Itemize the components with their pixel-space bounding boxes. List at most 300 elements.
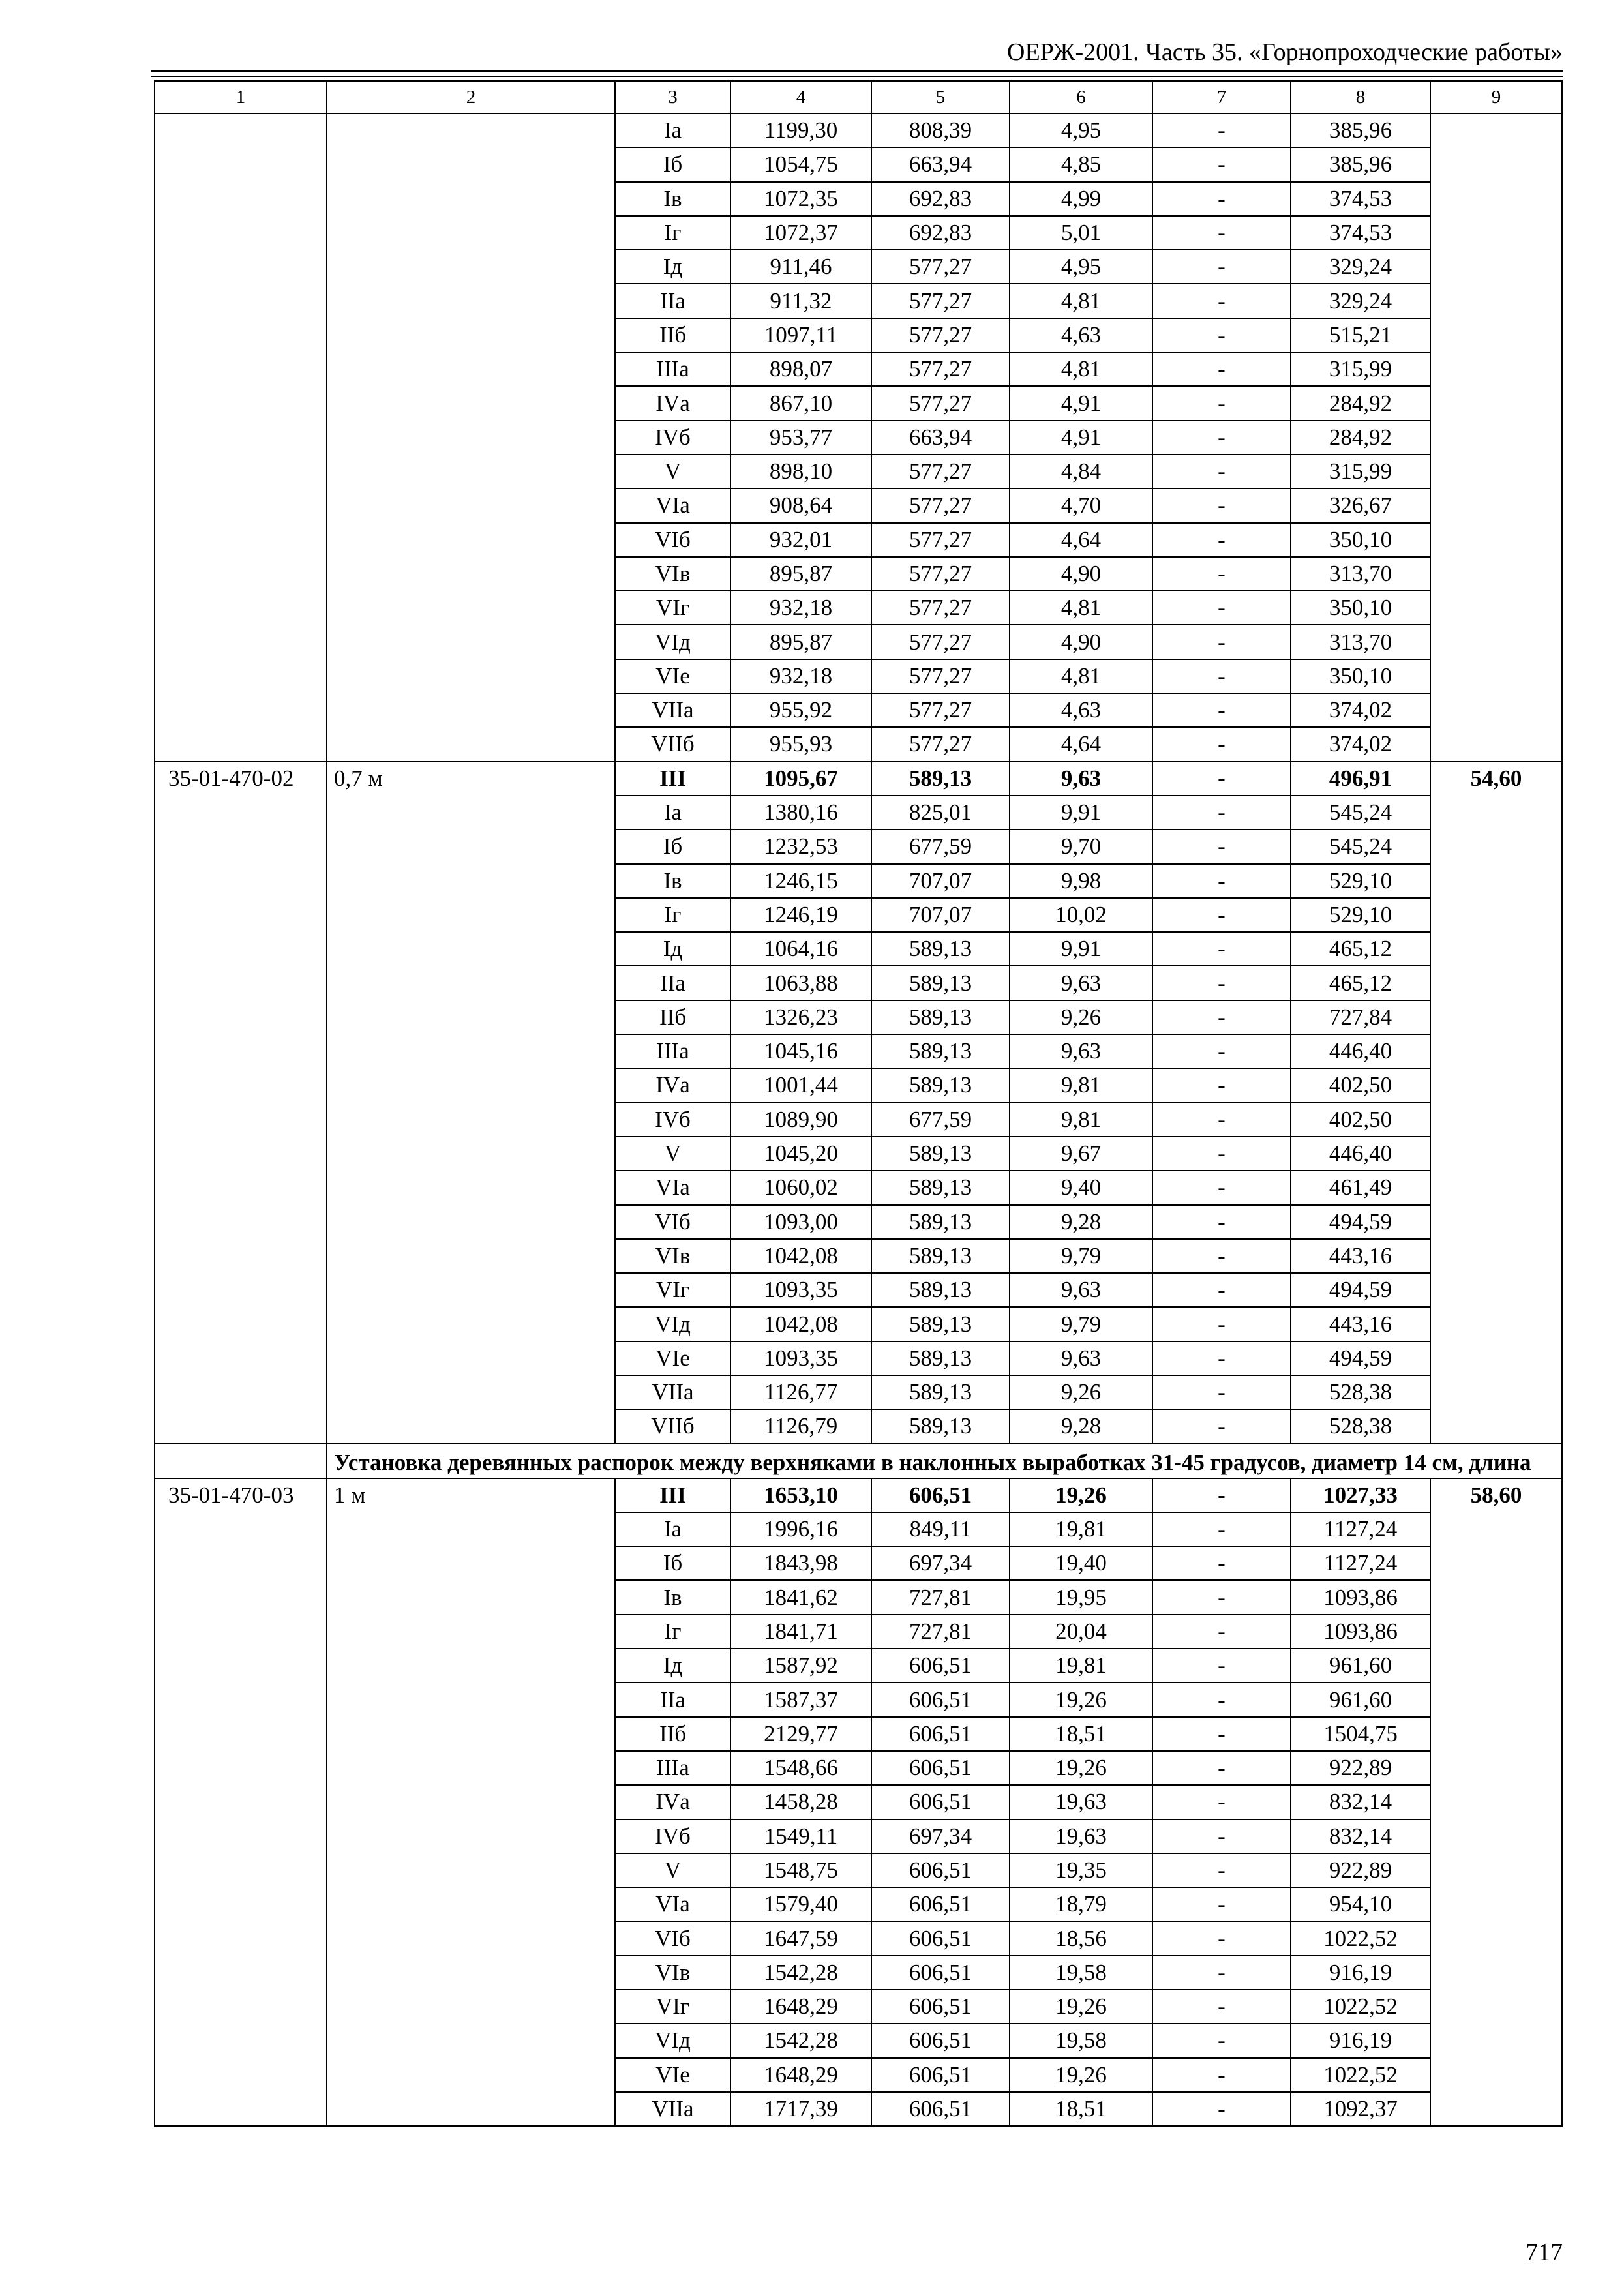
total-cost-cell: 932,18 bbox=[730, 659, 871, 693]
zone-cell: VIIб bbox=[615, 727, 730, 761]
wage-cell: 727,81 bbox=[871, 1615, 1010, 1649]
column-number: 6 bbox=[1010, 81, 1152, 113]
zone-cell: VIг bbox=[615, 591, 730, 625]
machine-wage-cell: - bbox=[1152, 1887, 1291, 1921]
wage-cell: 577,27 bbox=[871, 250, 1010, 284]
page-header bbox=[151, 38, 1563, 69]
total-cost-cell: 1647,59 bbox=[730, 1921, 871, 1955]
wage-cell: 577,27 bbox=[871, 625, 1010, 659]
wage-cell: 577,27 bbox=[871, 727, 1010, 761]
machine-cost-cell: 9,26 bbox=[1010, 1375, 1152, 1409]
machine-cost-cell: 4,81 bbox=[1010, 284, 1152, 318]
labor-hours-cell bbox=[1430, 113, 1562, 762]
total-cost-cell: 1542,28 bbox=[730, 1956, 871, 1990]
zone-cell: III bbox=[615, 762, 730, 796]
wage-cell: 577,27 bbox=[871, 693, 1010, 727]
wage-cell: 577,27 bbox=[871, 523, 1010, 557]
zone-cell: IVа bbox=[615, 386, 730, 420]
material-cost-cell: 446,40 bbox=[1291, 1034, 1430, 1068]
zone-cell: IIIа bbox=[615, 1034, 730, 1068]
total-cost-cell: 1072,37 bbox=[730, 216, 871, 250]
material-cost-cell: 494,59 bbox=[1291, 1341, 1430, 1375]
zone-cell: IIа bbox=[615, 284, 730, 318]
material-cost-cell: 529,10 bbox=[1291, 864, 1430, 898]
wage-cell: 577,27 bbox=[871, 488, 1010, 522]
machine-wage-cell: - bbox=[1152, 557, 1291, 591]
machine-cost-cell: 9,67 bbox=[1010, 1137, 1152, 1171]
wage-cell: 577,27 bbox=[871, 455, 1010, 488]
total-cost-cell: 1097,11 bbox=[730, 318, 871, 352]
material-cost-cell: 545,24 bbox=[1291, 796, 1430, 830]
material-cost-cell: 315,99 bbox=[1291, 455, 1430, 488]
table-row bbox=[155, 762, 1562, 796]
zone-cell: VIд bbox=[615, 625, 730, 659]
machine-cost-cell: 4,90 bbox=[1010, 625, 1152, 659]
machine-cost-cell: 9,28 bbox=[1010, 1205, 1152, 1239]
machine-cost-cell: 4,64 bbox=[1010, 727, 1152, 761]
material-cost-cell: 961,60 bbox=[1291, 1683, 1430, 1716]
machine-wage-cell: - bbox=[1152, 1239, 1291, 1273]
material-cost-cell: 1027,33 bbox=[1291, 1478, 1430, 1512]
total-cost-cell: 1548,66 bbox=[730, 1751, 871, 1785]
material-cost-cell: 496,91 bbox=[1291, 762, 1430, 796]
machine-wage-cell: - bbox=[1152, 216, 1291, 250]
machine-wage-cell: - bbox=[1152, 1580, 1291, 1614]
total-cost-cell: 932,01 bbox=[730, 523, 871, 557]
machine-cost-cell: 19,63 bbox=[1010, 1819, 1152, 1853]
wage-cell: 589,13 bbox=[871, 932, 1010, 966]
material-cost-cell: 916,19 bbox=[1291, 1956, 1430, 1990]
total-cost-cell: 1653,10 bbox=[730, 1478, 871, 1512]
zone-cell: IVа bbox=[615, 1068, 730, 1102]
machine-wage-cell: - bbox=[1152, 1751, 1291, 1785]
material-cost-cell: 284,92 bbox=[1291, 421, 1430, 455]
machine-wage-cell: - bbox=[1152, 318, 1291, 352]
labor-hours-cell: 54,60 bbox=[1430, 762, 1562, 1444]
document-title: ОЕРЖ-2001. Часть 35. «Горнопроходческие работы» bbox=[1007, 38, 1563, 66]
material-cost-cell: 385,96 bbox=[1291, 113, 1430, 147]
machine-cost-cell: 18,51 bbox=[1010, 1717, 1152, 1751]
wage-cell: 589,13 bbox=[871, 1273, 1010, 1307]
wage-cell: 577,27 bbox=[871, 284, 1010, 318]
zone-cell: VIIа bbox=[615, 1375, 730, 1409]
header-rule-top bbox=[151, 70, 1563, 72]
wage-cell: 589,13 bbox=[871, 966, 1010, 1000]
column-number: 2 bbox=[327, 81, 615, 113]
machine-cost-cell: 19,35 bbox=[1010, 1853, 1152, 1887]
machine-cost-cell: 19,26 bbox=[1010, 1683, 1152, 1716]
wage-cell: 577,27 bbox=[871, 591, 1010, 625]
wage-cell: 589,13 bbox=[871, 1171, 1010, 1204]
material-cost-cell: 313,70 bbox=[1291, 557, 1430, 591]
zone-cell: VIд bbox=[615, 1307, 730, 1341]
machine-wage-cell: - bbox=[1152, 1103, 1291, 1137]
total-cost-cell: 1093,35 bbox=[730, 1341, 871, 1375]
total-cost-cell: 1587,37 bbox=[730, 1683, 871, 1716]
machine-cost-cell: 18,56 bbox=[1010, 1921, 1152, 1955]
material-cost-cell: 326,67 bbox=[1291, 488, 1430, 522]
machine-cost-cell: 20,04 bbox=[1010, 1615, 1152, 1649]
column-number: 5 bbox=[871, 81, 1010, 113]
rate-code: 35-01-470-03 bbox=[155, 1478, 327, 2127]
machine-wage-cell: - bbox=[1152, 1000, 1291, 1034]
wage-cell: 606,51 bbox=[871, 1717, 1010, 1751]
total-cost-cell: 1199,30 bbox=[730, 113, 871, 147]
machine-wage-cell: - bbox=[1152, 1205, 1291, 1239]
machine-cost-cell: 4,99 bbox=[1010, 182, 1152, 216]
section-heading-row bbox=[155, 1444, 1562, 1478]
zone-cell: VIа bbox=[615, 488, 730, 522]
rate-code bbox=[155, 113, 327, 762]
zone-cell: VIв bbox=[615, 1239, 730, 1273]
wage-cell: 606,51 bbox=[871, 1478, 1010, 1512]
machine-cost-cell: 4,64 bbox=[1010, 523, 1152, 557]
wage-cell: 707,07 bbox=[871, 864, 1010, 898]
machine-wage-cell: - bbox=[1152, 386, 1291, 420]
material-cost-cell: 350,10 bbox=[1291, 523, 1430, 557]
total-cost-cell: 955,92 bbox=[730, 693, 871, 727]
machine-wage-cell: - bbox=[1152, 147, 1291, 181]
machine-cost-cell: 4,90 bbox=[1010, 557, 1152, 591]
machine-wage-cell: - bbox=[1152, 113, 1291, 147]
machine-wage-cell: - bbox=[1152, 1341, 1291, 1375]
wage-cell: 577,27 bbox=[871, 352, 1010, 386]
zone-cell: IVб bbox=[615, 1819, 730, 1853]
zone-cell: IIб bbox=[615, 1000, 730, 1034]
wage-cell: 606,51 bbox=[871, 1751, 1010, 1785]
machine-wage-cell: - bbox=[1152, 1956, 1291, 1990]
wage-cell: 606,51 bbox=[871, 1887, 1010, 1921]
wage-cell: 589,13 bbox=[871, 762, 1010, 796]
wage-cell: 692,83 bbox=[871, 182, 1010, 216]
total-cost-cell: 895,87 bbox=[730, 557, 871, 591]
material-cost-cell: 961,60 bbox=[1291, 1649, 1430, 1683]
total-cost-cell: 1841,62 bbox=[730, 1580, 871, 1614]
machine-wage-cell: - bbox=[1152, 1546, 1291, 1580]
material-cost-cell: 443,16 bbox=[1291, 1307, 1430, 1341]
machine-cost-cell: 9,98 bbox=[1010, 864, 1152, 898]
material-cost-cell: 374,53 bbox=[1291, 182, 1430, 216]
total-cost-cell: 1549,11 bbox=[730, 1819, 871, 1853]
machine-cost-cell: 19,58 bbox=[1010, 2024, 1152, 2057]
wage-cell: 606,51 bbox=[871, 2092, 1010, 2126]
machine-wage-cell: - bbox=[1152, 250, 1291, 284]
wage-cell: 577,27 bbox=[871, 318, 1010, 352]
column-number: 3 bbox=[615, 81, 730, 113]
machine-cost-cell: 9,79 bbox=[1010, 1307, 1152, 1341]
wage-cell: 606,51 bbox=[871, 1990, 1010, 2024]
machine-cost-cell: 9,28 bbox=[1010, 1409, 1152, 1443]
page-number: 717 bbox=[1526, 2239, 1563, 2266]
material-cost-cell: 832,14 bbox=[1291, 1819, 1430, 1853]
material-cost-cell: 284,92 bbox=[1291, 386, 1430, 420]
zone-cell: Iб bbox=[615, 1546, 730, 1580]
total-cost-cell: 1648,29 bbox=[730, 1990, 871, 2024]
material-cost-cell: 1022,52 bbox=[1291, 1921, 1430, 1955]
total-cost-cell: 2129,77 bbox=[730, 1717, 871, 1751]
machine-cost-cell: 9,91 bbox=[1010, 932, 1152, 966]
machine-wage-cell: - bbox=[1152, 1273, 1291, 1307]
table-row bbox=[155, 1478, 1562, 1512]
wage-cell: 606,51 bbox=[871, 1921, 1010, 1955]
machine-wage-cell: - bbox=[1152, 591, 1291, 625]
machine-wage-cell: - bbox=[1152, 1819, 1291, 1853]
material-cost-cell: 350,10 bbox=[1291, 591, 1430, 625]
machine-cost-cell: 4,85 bbox=[1010, 147, 1152, 181]
machine-wage-cell: - bbox=[1152, 1683, 1291, 1716]
column-number: 9 bbox=[1430, 81, 1562, 113]
material-cost-cell: 374,02 bbox=[1291, 727, 1430, 761]
zone-cell: VIIа bbox=[615, 693, 730, 727]
section-empty-cell bbox=[155, 1444, 327, 1478]
zone-cell: Iг bbox=[615, 898, 730, 932]
material-cost-cell: 922,89 bbox=[1291, 1751, 1430, 1785]
zone-cell: IIа bbox=[615, 1683, 730, 1716]
total-cost-cell: 1045,20 bbox=[730, 1137, 871, 1171]
zone-cell: VIб bbox=[615, 1205, 730, 1239]
column-number: 8 bbox=[1291, 81, 1430, 113]
machine-cost-cell: 4,95 bbox=[1010, 113, 1152, 147]
machine-wage-cell: - bbox=[1152, 1478, 1291, 1512]
machine-wage-cell: - bbox=[1152, 830, 1291, 863]
total-cost-cell: 867,10 bbox=[730, 386, 871, 420]
machine-wage-cell: - bbox=[1152, 693, 1291, 727]
wage-cell: 589,13 bbox=[871, 1341, 1010, 1375]
wage-cell: 663,94 bbox=[871, 421, 1010, 455]
material-cost-cell: 1022,52 bbox=[1291, 1990, 1430, 2024]
machine-wage-cell: - bbox=[1152, 455, 1291, 488]
total-cost-cell: 1326,23 bbox=[730, 1000, 871, 1034]
zone-cell: IIб bbox=[615, 318, 730, 352]
zone-cell: VIа bbox=[615, 1171, 730, 1204]
machine-cost-cell: 19,26 bbox=[1010, 1478, 1152, 1512]
zone-cell: Iд bbox=[615, 1649, 730, 1683]
machine-cost-cell: 4,81 bbox=[1010, 591, 1152, 625]
machine-wage-cell: - bbox=[1152, 1921, 1291, 1955]
machine-cost-cell: 4,91 bbox=[1010, 421, 1152, 455]
table-row bbox=[155, 113, 1562, 147]
column-number: 4 bbox=[730, 81, 871, 113]
zone-cell: VIд bbox=[615, 2024, 730, 2057]
wage-cell: 606,51 bbox=[871, 2058, 1010, 2092]
length-label: 1 м bbox=[327, 1478, 615, 2127]
material-cost-cell: 1127,24 bbox=[1291, 1512, 1430, 1546]
machine-wage-cell: - bbox=[1152, 284, 1291, 318]
machine-wage-cell: - bbox=[1152, 932, 1291, 966]
zone-cell: IIб bbox=[615, 1717, 730, 1751]
wage-cell: 589,13 bbox=[871, 1205, 1010, 1239]
material-cost-cell: 528,38 bbox=[1291, 1375, 1430, 1409]
zone-cell: Iа bbox=[615, 1512, 730, 1546]
wage-cell: 707,07 bbox=[871, 898, 1010, 932]
zone-cell: IVб bbox=[615, 421, 730, 455]
material-cost-cell: 727,84 bbox=[1291, 1000, 1430, 1034]
machine-cost-cell: 9,26 bbox=[1010, 1000, 1152, 1034]
total-cost-cell: 1042,08 bbox=[730, 1239, 871, 1273]
total-cost-cell: 955,93 bbox=[730, 727, 871, 761]
material-cost-cell: 329,24 bbox=[1291, 284, 1430, 318]
zone-cell: V bbox=[615, 1853, 730, 1887]
material-cost-cell: 446,40 bbox=[1291, 1137, 1430, 1171]
material-cost-cell: 443,16 bbox=[1291, 1239, 1430, 1273]
machine-wage-cell: - bbox=[1152, 182, 1291, 216]
material-cost-cell: 515,21 bbox=[1291, 318, 1430, 352]
total-cost-cell: 1126,77 bbox=[730, 1375, 871, 1409]
wage-cell: 589,13 bbox=[871, 1239, 1010, 1273]
material-cost-cell: 1022,52 bbox=[1291, 2058, 1430, 2092]
wage-cell: 606,51 bbox=[871, 1853, 1010, 1887]
total-cost-cell: 1380,16 bbox=[730, 796, 871, 830]
total-cost-cell: 911,46 bbox=[730, 250, 871, 284]
wage-cell: 589,13 bbox=[871, 1000, 1010, 1034]
machine-cost-cell: 19,63 bbox=[1010, 1785, 1152, 1819]
wage-cell: 577,27 bbox=[871, 386, 1010, 420]
material-cost-cell: 461,49 bbox=[1291, 1171, 1430, 1204]
machine-cost-cell: 18,51 bbox=[1010, 2092, 1152, 2126]
wage-cell: 606,51 bbox=[871, 2024, 1010, 2057]
machine-cost-cell: 9,63 bbox=[1010, 966, 1152, 1000]
zone-cell: Iб bbox=[615, 147, 730, 181]
zone-cell: Iа bbox=[615, 796, 730, 830]
machine-cost-cell: 4,63 bbox=[1010, 318, 1152, 352]
total-cost-cell: 1001,44 bbox=[730, 1068, 871, 1102]
length-label: 0,7 м bbox=[327, 762, 615, 1444]
wage-cell: 589,13 bbox=[871, 1375, 1010, 1409]
material-cost-cell: 922,89 bbox=[1291, 1853, 1430, 1887]
total-cost-cell: 1060,02 bbox=[730, 1171, 871, 1204]
zone-cell: Iб bbox=[615, 830, 730, 863]
total-cost-cell: 1063,88 bbox=[730, 966, 871, 1000]
machine-wage-cell: - bbox=[1152, 762, 1291, 796]
zone-cell: VIв bbox=[615, 1956, 730, 1990]
machine-wage-cell: - bbox=[1152, 1649, 1291, 1683]
material-cost-cell: 465,12 bbox=[1291, 932, 1430, 966]
length-label bbox=[327, 113, 615, 762]
zone-cell: VIг bbox=[615, 1273, 730, 1307]
machine-cost-cell: 4,81 bbox=[1010, 352, 1152, 386]
machine-cost-cell: 9,81 bbox=[1010, 1068, 1152, 1102]
machine-cost-cell: 9,70 bbox=[1010, 830, 1152, 863]
zone-cell: V bbox=[615, 455, 730, 488]
zone-cell: Iв bbox=[615, 182, 730, 216]
machine-cost-cell: 9,63 bbox=[1010, 1273, 1152, 1307]
machine-cost-cell: 19,95 bbox=[1010, 1580, 1152, 1614]
wage-cell: 589,13 bbox=[871, 1034, 1010, 1068]
machine-wage-cell: - bbox=[1152, 1034, 1291, 1068]
wage-cell: 663,94 bbox=[871, 147, 1010, 181]
total-cost-cell: 1042,08 bbox=[730, 1307, 871, 1341]
total-cost-cell: 898,07 bbox=[730, 352, 871, 386]
zone-cell: VIв bbox=[615, 557, 730, 591]
machine-cost-cell: 9,40 bbox=[1010, 1171, 1152, 1204]
machine-wage-cell: - bbox=[1152, 727, 1291, 761]
total-cost-cell: 1548,75 bbox=[730, 1853, 871, 1887]
wage-cell: 849,11 bbox=[871, 1512, 1010, 1546]
zone-cell: Iг bbox=[615, 1615, 730, 1649]
machine-cost-cell: 9,79 bbox=[1010, 1239, 1152, 1273]
machine-cost-cell: 4,95 bbox=[1010, 250, 1152, 284]
wage-cell: 727,81 bbox=[871, 1580, 1010, 1614]
wage-cell: 577,27 bbox=[871, 659, 1010, 693]
machine-wage-cell: - bbox=[1152, 1409, 1291, 1443]
machine-cost-cell: 4,84 bbox=[1010, 455, 1152, 488]
zone-cell: VIб bbox=[615, 1921, 730, 1955]
wage-cell: 808,39 bbox=[871, 113, 1010, 147]
machine-wage-cell: - bbox=[1152, 1990, 1291, 2024]
material-cost-cell: 832,14 bbox=[1291, 1785, 1430, 1819]
total-cost-cell: 1458,28 bbox=[730, 1785, 871, 1819]
wage-cell: 589,13 bbox=[871, 1409, 1010, 1443]
zone-cell: VIIб bbox=[615, 1409, 730, 1443]
total-cost-cell: 1843,98 bbox=[730, 1546, 871, 1580]
machine-wage-cell: - bbox=[1152, 864, 1291, 898]
machine-wage-cell: - bbox=[1152, 625, 1291, 659]
wage-cell: 677,59 bbox=[871, 830, 1010, 863]
rate-code: 35-01-470-02 bbox=[155, 762, 327, 1444]
material-cost-cell: 315,99 bbox=[1291, 352, 1430, 386]
header-rule-bottom bbox=[151, 76, 1563, 77]
machine-wage-cell: - bbox=[1152, 1853, 1291, 1887]
machine-cost-cell: 19,81 bbox=[1010, 1512, 1152, 1546]
material-cost-cell: 374,02 bbox=[1291, 693, 1430, 727]
machine-wage-cell: - bbox=[1152, 523, 1291, 557]
total-cost-cell: 953,77 bbox=[730, 421, 871, 455]
material-cost-cell: 1092,37 bbox=[1291, 2092, 1430, 2126]
machine-wage-cell: - bbox=[1152, 966, 1291, 1000]
machine-cost-cell: 9,91 bbox=[1010, 796, 1152, 830]
material-cost-cell: 954,10 bbox=[1291, 1887, 1430, 1921]
material-cost-cell: 374,53 bbox=[1291, 216, 1430, 250]
total-cost-cell: 1064,16 bbox=[730, 932, 871, 966]
wage-cell: 825,01 bbox=[871, 796, 1010, 830]
wage-cell: 697,34 bbox=[871, 1546, 1010, 1580]
machine-cost-cell: 9,63 bbox=[1010, 1034, 1152, 1068]
price-table bbox=[154, 80, 1563, 2127]
zone-cell: Iд bbox=[615, 250, 730, 284]
machine-cost-cell: 9,63 bbox=[1010, 762, 1152, 796]
material-cost-cell: 494,59 bbox=[1291, 1273, 1430, 1307]
machine-cost-cell: 19,58 bbox=[1010, 1956, 1152, 1990]
material-cost-cell: 529,10 bbox=[1291, 898, 1430, 932]
wage-cell: 606,51 bbox=[871, 1956, 1010, 1990]
total-cost-cell: 898,10 bbox=[730, 455, 871, 488]
total-cost-cell: 1246,19 bbox=[730, 898, 871, 932]
material-cost-cell: 329,24 bbox=[1291, 250, 1430, 284]
zone-cell: Iв bbox=[615, 864, 730, 898]
machine-wage-cell: - bbox=[1152, 1307, 1291, 1341]
total-cost-cell: 895,87 bbox=[730, 625, 871, 659]
total-cost-cell: 1587,92 bbox=[730, 1649, 871, 1683]
zone-cell: VIе bbox=[615, 1341, 730, 1375]
machine-cost-cell: 19,81 bbox=[1010, 1649, 1152, 1683]
column-number: 7 bbox=[1152, 81, 1291, 113]
zone-cell: Iг bbox=[615, 216, 730, 250]
wage-cell: 589,13 bbox=[871, 1137, 1010, 1171]
zone-cell: VIе bbox=[615, 2058, 730, 2092]
machine-cost-cell: 19,26 bbox=[1010, 1751, 1152, 1785]
machine-wage-cell: - bbox=[1152, 1375, 1291, 1409]
material-cost-cell: 528,38 bbox=[1291, 1409, 1430, 1443]
material-cost-cell: 402,50 bbox=[1291, 1068, 1430, 1102]
section-heading: Установка деревянных распорок между верхняками в наклонных выработках 31-45 градусов, диаметр 14 см, длина bbox=[327, 1444, 1562, 1478]
zone-cell: VIа bbox=[615, 1887, 730, 1921]
material-cost-cell: 313,70 bbox=[1291, 625, 1430, 659]
total-cost-cell: 1126,79 bbox=[730, 1409, 871, 1443]
zone-cell: IIIа bbox=[615, 352, 730, 386]
wage-cell: 589,13 bbox=[871, 1068, 1010, 1102]
material-cost-cell: 1093,86 bbox=[1291, 1615, 1430, 1649]
wage-cell: 692,83 bbox=[871, 216, 1010, 250]
